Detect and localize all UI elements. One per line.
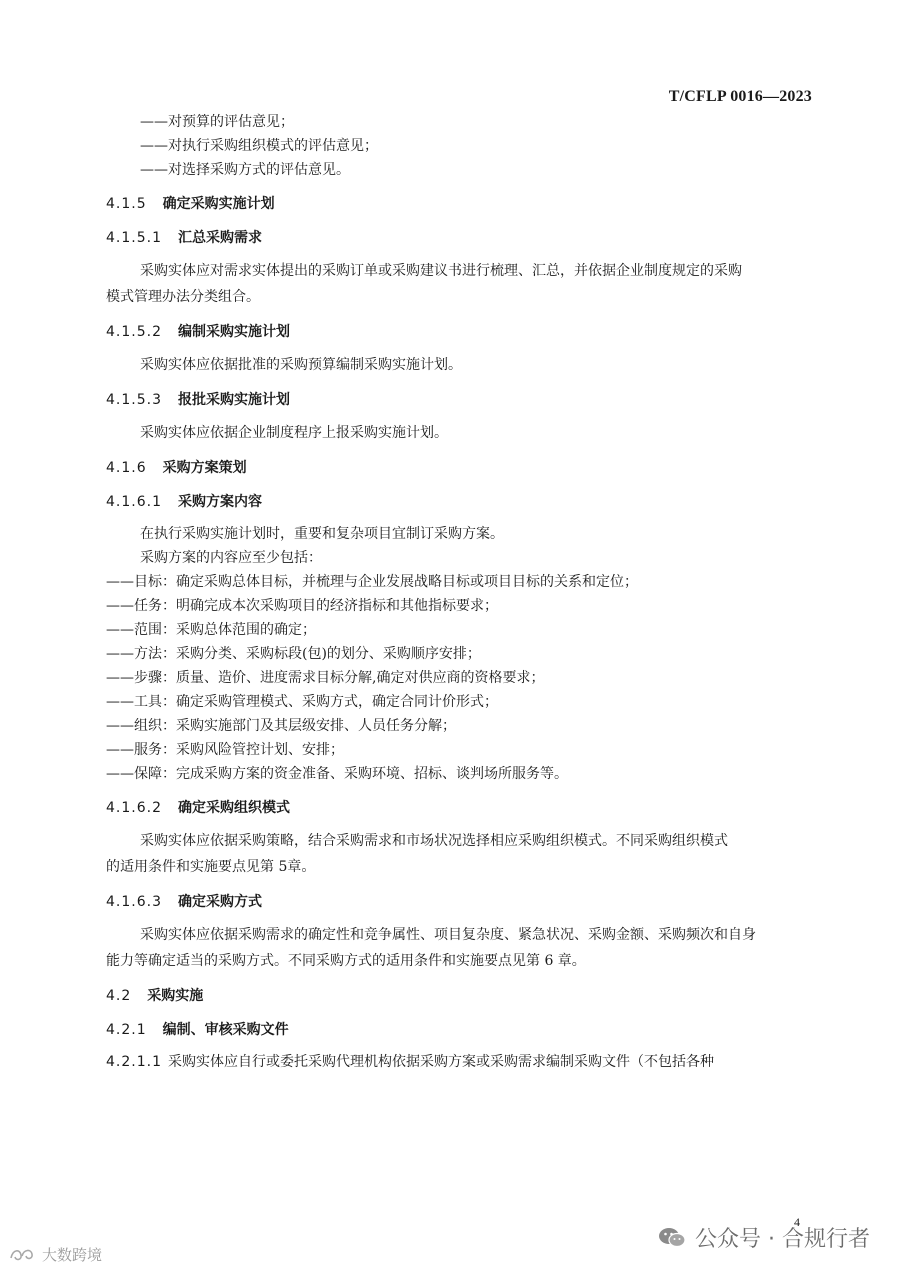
section-number: 4.1.5.1 <box>106 230 162 246</box>
paragraph: 采购实体应依据批准的采购预算编制采购实施计划。 <box>140 357 462 373</box>
paragraph: 采购实体应依据企业制度程序上报采购实施计划。 <box>140 425 448 441</box>
clause-4-2-1-1 <box>106 1050 816 1074</box>
section-title: 确定采购方式 <box>177 894 262 910</box>
watermark-brand <box>8 1244 102 1265</box>
section-title: 编制、审核采购文件 <box>162 1022 289 1038</box>
watermark-text: 大数跨境 <box>42 1246 103 1264</box>
section-heading-4-1-6-1 <box>106 490 816 514</box>
section-title: 编制采购实施计划 <box>177 324 290 340</box>
section-number: 4.2.1.1 <box>106 1054 162 1070</box>
watermark-wechat <box>657 1222 870 1253</box>
section-number: 4.1.6 <box>106 460 147 476</box>
watermark-text: 公众号 · 合规行者 <box>695 1227 870 1252</box>
list-item: ——对预算的评估意见； <box>140 114 294 130</box>
list-item: ——工具：确定采购管理模式、采购方式，确定合同计价形式； <box>106 694 498 710</box>
plan-content-list <box>106 522 816 786</box>
document-body <box>106 110 816 1074</box>
section-number: 4.1.6.1 <box>106 494 162 510</box>
section-title: 采购方案策划 <box>162 460 247 476</box>
list-item: ——目标：确定采购总体目标，并梳理与企业发展战略目标或项目目标的关系和定位； <box>106 574 638 590</box>
paragraph: 在执行采购实施计划时，重要和复杂项目宜制订采购方案。 <box>140 526 504 542</box>
swirl-logo-icon <box>8 1246 38 1264</box>
section-number: 4.1.5 <box>106 196 147 212</box>
evaluation-list <box>106 110 816 182</box>
section-number: 4.1.5.2 <box>106 324 162 340</box>
paragraph: 采购实体应对需求实体提出的采购订单或采购建议书进行梳理、汇总，并依据企业制度规定的采购 模式管理办法分类组合。 <box>106 263 742 305</box>
list-item: ——任务：明确完成本次采购项目的经济指标和其他指标要求； <box>106 598 498 614</box>
section-heading-4-1-5-3 <box>106 388 816 412</box>
clause-text: 采购实体应自行或委托采购代理机构依据采购方案或采购需求编制采购文件（不包括各种 <box>167 1054 714 1070</box>
wechat-icon <box>657 1225 687 1251</box>
section-heading-4-2 <box>106 984 816 1008</box>
section-title: 报批采购实施计划 <box>177 392 290 408</box>
section-heading-4-1-6 <box>106 456 816 480</box>
list-item: ——步骤：质量、造价、进度需求目标分解,确定对供应商的资格要求； <box>106 670 545 686</box>
standard-number: T/CFLP 0016—2023 <box>668 88 812 105</box>
paragraph: 采购方案的内容应至少包括： <box>140 550 322 566</box>
paragraph: 采购实体应依据采购策略，结合采购需求和市场状况选择相应采购组织模式。不同采购组织模式 的适用条件和实施要点见第 5章。 <box>106 833 728 875</box>
section-title: 汇总采购需求 <box>177 230 262 246</box>
section-number: 4.1.6.3 <box>106 894 162 910</box>
section-heading-4-1-5 <box>106 192 816 216</box>
section-title: 采购实施 <box>147 988 204 1004</box>
list-item: ——范围：采购总体范围的确定； <box>106 622 316 638</box>
page-number: 4 <box>794 1215 800 1229</box>
section-title: 采购方案内容 <box>177 494 262 510</box>
section-heading-4-1-5-2 <box>106 320 816 344</box>
list-item: ——保障：完成采购方案的资金准备、采购环境、招标、谈判场所服务等。 <box>106 766 568 782</box>
section-heading-4-1-6-3 <box>106 890 816 914</box>
section-heading-4-2-1 <box>106 1018 816 1042</box>
section-number: 4.1.5.3 <box>106 392 162 408</box>
list-item: ——组织：采购实施部门及其层级安排、人员任务分解； <box>106 718 456 734</box>
list-item: ——服务：采购风险管控计划、安排； <box>106 742 344 758</box>
section-number: 4.2 <box>106 988 132 1004</box>
paragraph: 采购实体应依据采购需求的确定性和竞争属性、项目复杂度、紧急状况、采购金额、采购频次和自身 能力等确定适当的采购方式。不同采购方式的适用条件和实施要点见第 6 章。 <box>106 927 756 969</box>
list-item: ——对选择采购方式的评估意见。 <box>140 162 350 178</box>
list-item: ——对执行采购组织模式的评估意见； <box>140 138 378 154</box>
section-title: 确定采购组织模式 <box>177 800 290 816</box>
list-item: ——方法：采购分类、采购标段(包)的划分、采购顺序安排； <box>106 646 481 662</box>
section-heading-4-1-6-2 <box>106 796 816 820</box>
section-number: 4.1.6.2 <box>106 800 162 816</box>
section-number: 4.2.1 <box>106 1022 147 1038</box>
section-heading-4-1-5-1 <box>106 226 816 250</box>
section-title: 确定采购实施计划 <box>162 196 275 212</box>
